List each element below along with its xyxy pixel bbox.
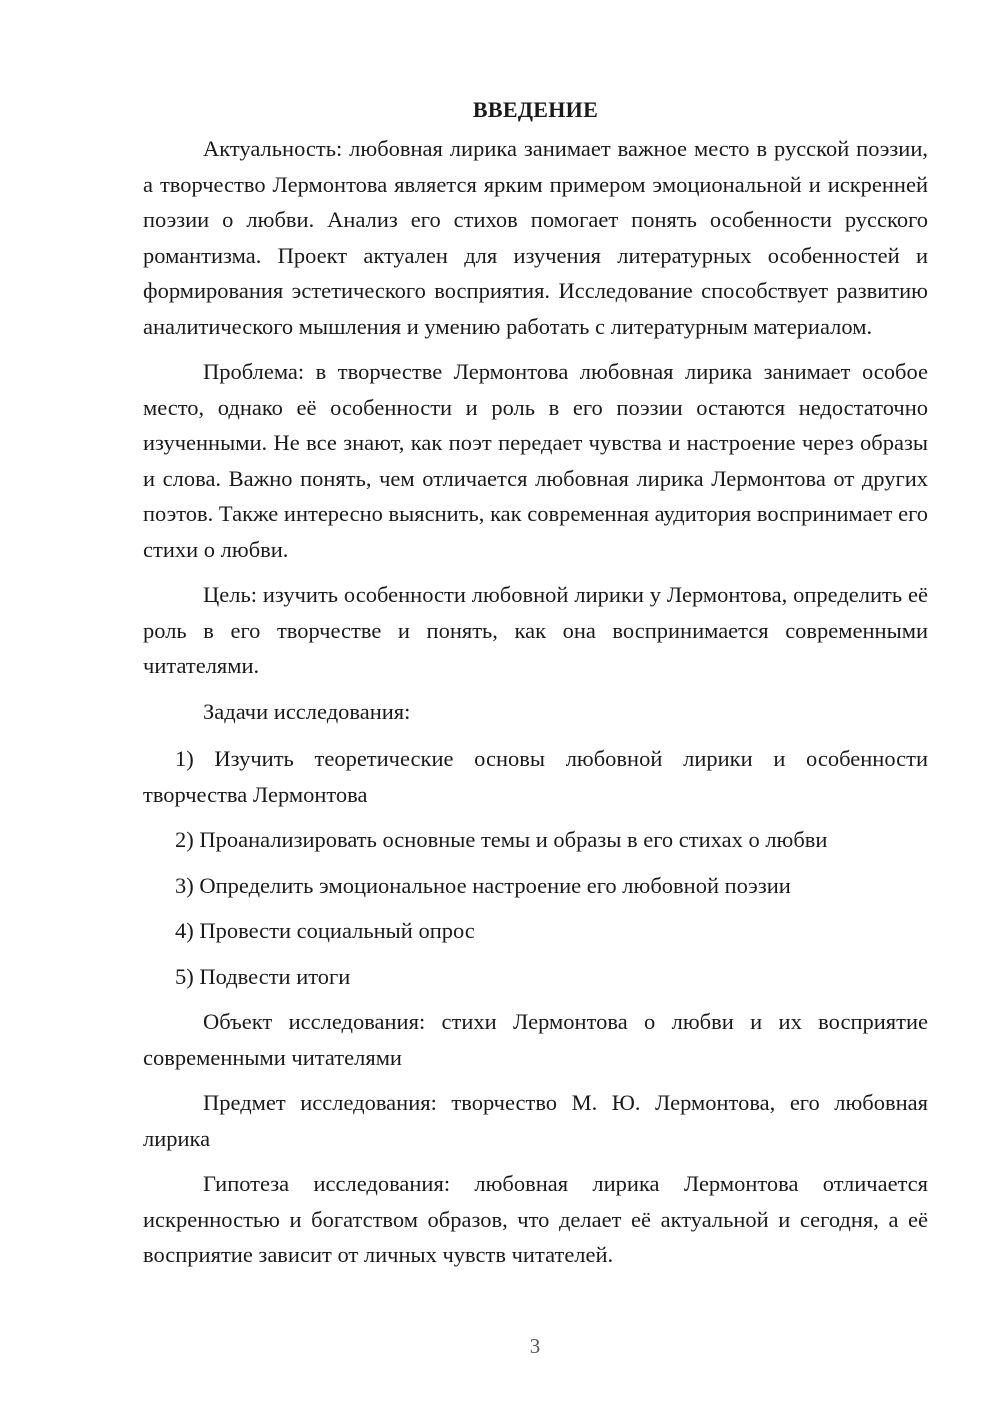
goal-paragraph: Цель: изучить особенности любовной лирики у Лермонтова, определить её роль в его творчестве и понять, как она воспринимается современными читателями.	[143, 582, 928, 678]
problem-paragraph: Проблема: в творчестве Лермонтова любовная лирика занимает особое место, однако её особенности и роль в его поэзии остаются недостаточно изученными. Не все знают, как поэт передает чувства и настроение через образы и слова. Важно понять, чем отличается любовная лирика Лермонтова от других поэтов. Также интересно выяснить, как современная аудитория воспринимает его стихи о любви.	[143, 359, 928, 562]
task-item: 1) Изучить теоретические основы любовной лирики и особенности творчества Лермонтова	[143, 746, 928, 807]
tasks-list	[143, 741, 928, 994]
hypothesis-paragraph: Гипотеза исследования: любовная лирика Лермонтова отличается искренностью и богатством образов, что делает её актуальной и сегодня, а её восприятие зависит от личных чувств читателей.	[143, 1171, 928, 1267]
task-item: 4) Провести социальный опрос	[175, 918, 475, 943]
tasks-heading: Задачи исследования:	[203, 698, 411, 724]
subject-paragraph: Предмет исследования: творчество М. Ю. Лермонтова, его любовная лирика	[143, 1090, 928, 1151]
page-body	[143, 92, 928, 1283]
object-paragraph: Объект исследования: стихи Лермонтова о любви и их восприятие современными читателями	[143, 1009, 928, 1070]
page-title: ВВЕДЕНИЕ	[472, 97, 599, 122]
task-item: 5) Подвести итоги	[175, 963, 351, 989]
task-item: 2) Проанализировать основные темы и образы в его стихах о любви	[175, 827, 828, 852]
page-number: 3	[529, 1334, 541, 1358]
relevance-paragraph: Актуальность: любовная лирика занимает важное место в русской поэзии, а творчество Лермонтова является ярким примером эмоциональной и искренней поэзии о любви. Анализ его стихов помогает понять особенности русского романтизма. Проект актуален для изучения литературных особенностей и формирования эстетического восприятия. Исследование способствует развитию аналитического мышления и умению работать с литературным материалом.	[143, 136, 928, 339]
task-item: 3) Определить эмоциональное настроение его любовной поэзии	[175, 872, 791, 898]
